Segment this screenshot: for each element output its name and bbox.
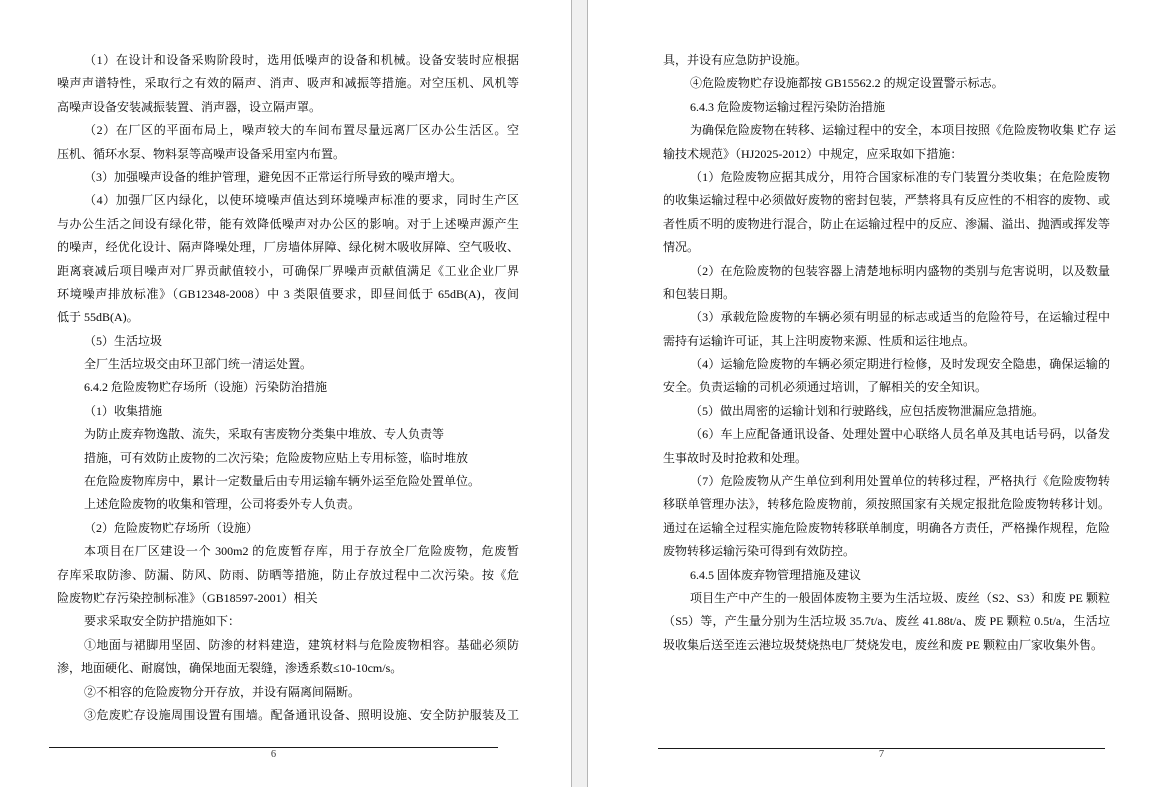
text-line: 输技术规范》（HJ2025-2012）中规定，应采取如下措施： [663,146,963,161]
text-line: 低于 55dB(A)。 [57,310,139,325]
text-line: 移联单管理办法》，转移危险废物前，须按照国家有关规定报批危险废物转移计划。 [663,497,1110,512]
text-line: 上述危险废物的收集和管理，公司将委外专人负责。 [84,497,361,512]
text-line: （4）运输危险废物的车辆必须定期进行检修，及时发现安全隐患，确保运输的 [690,357,1110,372]
page-gutter-divider [571,0,588,787]
text-line: 圾收集后送至连云港垃圾焚烧热电厂焚烧发电，废丝和废 PE 颗粒由厂家收集外售。 [663,637,1104,652]
text-line: （5）生活垃圾 [84,333,163,348]
text-line: 噪声声谱特性，采取行之有效的隔声、消声、吸声和减振等措施。对空压机、风机等 [57,76,519,91]
text-line: 本项目在厂区建设一个 300m2 的危废暂存库，用于存放全厂危险废物，危废暂 [84,544,519,559]
text-line: 6.4.5 固体废弃物管理措施及建议 [690,567,862,582]
text-line: 项目生产中产生的一般固体废物主要为生活垃圾、废丝（S2、S3）和废 PE 颗粒 [690,590,1110,605]
text-line: ③危废贮存设施周围设置有围墙。配备通讯设备、照明设施、安全防护服装及工 [84,707,519,722]
text-line: 安全。负责运输的司机必须通过培训，了解相关的安全知识。 [663,380,988,395]
page-text-column [663,49,1117,657]
text-line: 险废物贮存污染控制标准》（GB18597-2001）相关 [57,590,318,605]
page-number: 6 [270,749,277,760]
text-line: （1）危险废物应据其成分，用符合国家标准的专门装置分类收集；在危险废物 [690,169,1110,184]
text-line: 存库采取防渗、防漏、防风、防雨、防晒等措施，防止存放过程中二次污染。按《危 [57,567,519,582]
text-line: （S5）等，产生量分别为生活垃圾 35.7t/a、废丝 41.88t/a、废 PE 颗粒 0.5t/a，生活垃 [663,614,1110,629]
text-line: 压机、循环水泵、物料泵等高噪声设备采用室内布置。 [57,146,346,161]
text-line: 距离衰减后项目噪声对厂界贡献值较小，可确保厂界噪声贡献值满足《工业企业厂界 [57,263,519,278]
text-line: 的收集运输过程中必须做好废物的密封包装，严禁将具有反应性的不相容的废物、或 [663,193,1110,208]
text-line: （7）危险废物从产生单位到利用处置单位的转移过程，严格执行《危险废物转 [690,474,1110,489]
text-line: 生事故时及时抢救和处理。 [663,450,808,465]
page-text-column [57,49,519,727]
text-line: ②不相容的危险废物分开存放，并设有隔离间隔断。 [84,684,361,699]
footer-divider-line [49,747,498,748]
text-line: ④危险废物贮存设施都按 GB15562.2 的规定设置警示标志。 [690,76,1004,91]
text-line: 6.4.3 危险废物运输过程污染防治措施 [690,99,886,114]
text-line: （2）在厂区的平面布局上，噪声较大的车间布置尽量远离厂区办公生活区。空 [84,123,519,138]
text-line: 情况。 [663,240,700,255]
page-number: 7 [878,749,885,760]
text-line: 要求采取安全防护措施如下： [84,614,241,629]
text-line: （3）承载危险废物的车辆必须有明显的标志或适当的危险符号，在运输过程中 [690,310,1110,325]
text-line: 全厂生活垃圾交由环卫部门统一清运处置。 [84,357,313,372]
text-line: （3）加强噪声设备的维护管理，避免因不正常运行所导致的噪声增大。 [84,169,463,184]
text-line: 为防止废弃物逸散、流失，采取有害废物分类集中堆放、专人负责等 [84,427,445,442]
text-line: （1）在设计和设备采购阶段时，选用低噪声的设备和机械。设备安装时应根据 [84,53,519,67]
text-line: （2）在危险废物的包装容器上清楚地标明内盛物的类别与危害说明，以及数量 [690,263,1110,278]
text-line: 和包装日期。 [663,286,736,301]
document-page-left [0,0,571,787]
text-line: （4）加强厂区内绿化，以使环境噪声值达到环境噪声标准的要求，同时生产区 [84,193,519,208]
text-line: 环境噪声排放标准》（GB12348-2008）中 3 类限值要求，即昼间低于 65dB(A)，夜间 [57,286,519,301]
text-line: 6.4.2 危险废物贮存场所（设施）污染防治措施 [84,380,328,395]
text-line: ①地面与裙脚用坚固、防渗的材料建造，建筑材料与危险废物相容。基础必须防 [84,637,519,652]
text-line: 需持有运输许可证，其上注明废物来源、性质和运往地点。 [663,333,976,348]
text-line: （5）做出周密的运输计划和行驶路线，应包括废物泄漏应急措施。 [690,403,1045,418]
text-line: 高噪声设备安装减振装置、消声器，设立隔声罩。 [57,99,322,114]
text-line: 的噪声，经优化设计、隔声降噪处理，厂房墙体屏障、绿化树木吸收屏障、空气吸收、 [57,240,519,255]
text-line: 为确保危险废物在转移、运输过程中的安全，本项目按照《危险废物收集 贮存 运 [690,123,1117,138]
text-line: （1）收集措施 [84,403,163,418]
document-page-right [589,0,1168,787]
text-line: 具，并设有应急防护设施。 [663,53,808,67]
text-line: （2）危险废物贮存场所（设施） [84,520,259,535]
text-line: 在危险废物库房中，累计一定数量后由专用运输车辆外运至危险处置单位。 [84,474,481,489]
text-line: （6）车上应配备通讯设备、处理处置中心联络人员名单及其电话号码，以备发 [690,427,1110,442]
text-line: 措施，可有效防止废物的二次污染；危险废物应贴上专用标签，临时堆放 [84,450,469,465]
text-line: 通过在运输全过程实施危险废物转移联单制度，明确各方责任，严格操作规程，危险 [663,520,1110,535]
text-line: 渗，地面硬化、耐腐蚀，确保地面无裂缝，渗透系数≤10-10cm/s。 [57,661,403,676]
text-line: 废物转移运输污染可得到有效防控。 [663,544,856,559]
text-line: 与办公生活之间设有绿化带，能有效降低噪声对办公区的影响。对于上述噪声源产生 [57,216,519,231]
text-line: 者性质不明的废物进行混合，防止在运输过程中的反应、渗漏、溢出、抛洒或挥发等 [663,216,1110,231]
